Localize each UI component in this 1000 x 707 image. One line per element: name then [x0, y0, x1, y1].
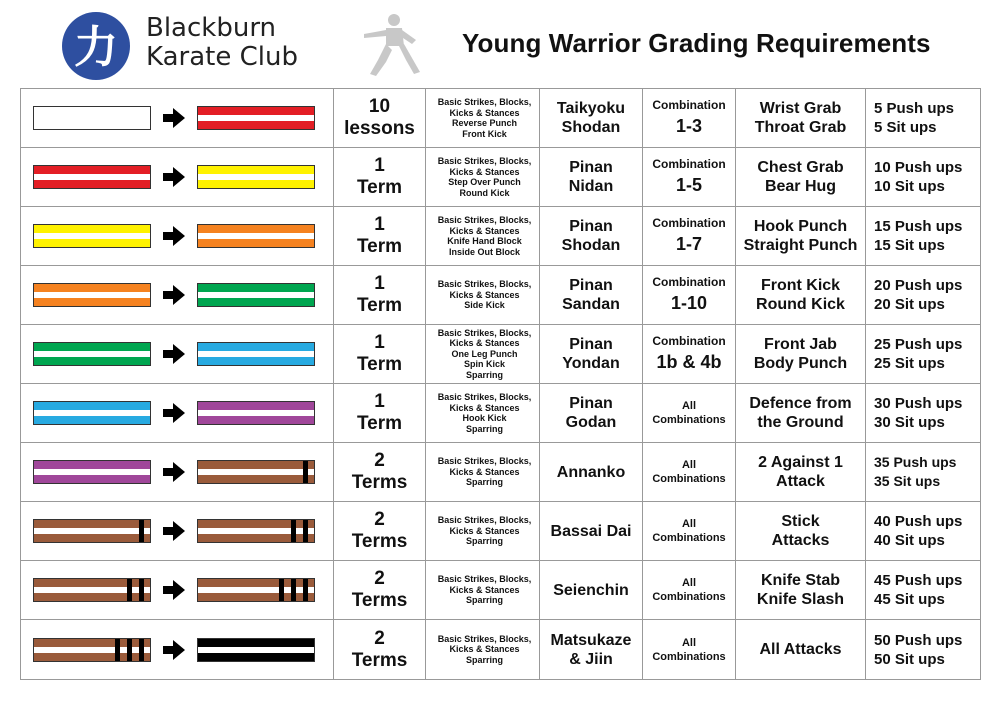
technique-item: Kicks & Stances — [449, 338, 520, 349]
self-defence-cell — [736, 443, 866, 502]
techniques-cell — [426, 620, 540, 680]
combination-cell — [643, 325, 736, 384]
combination-label: All — [681, 577, 697, 589]
self-defence-line: 2 Against 1 — [758, 454, 843, 471]
kata-line: Pinan — [569, 277, 613, 294]
exercise-line: 30 Sit ups — [874, 414, 945, 431]
combination-cell — [643, 89, 736, 148]
current-belt — [33, 460, 151, 484]
self-defence-line: Knife Slash — [756, 591, 845, 608]
combination-cell — [643, 207, 736, 266]
combination-value: Combinations — [652, 473, 726, 485]
arrow-right-icon — [151, 106, 197, 130]
combination-label: Combination — [652, 97, 726, 112]
kata-line: Annanko — [556, 463, 626, 481]
belt-progression-cell — [21, 207, 334, 266]
belt-tag — [115, 639, 120, 661]
exercise-line: 20 Push ups — [874, 277, 963, 294]
kata-line: Pinan — [569, 336, 613, 353]
combination-value: 1-7 — [675, 233, 702, 254]
table-row — [21, 620, 981, 680]
self-defence-line: Body Punch — [753, 355, 848, 372]
techniques-cell — [426, 502, 540, 561]
exercise-line: 35 Sit ups — [874, 473, 941, 489]
self-defence-line: Attacks — [771, 532, 830, 549]
exercise-line: 5 Sit ups — [874, 119, 937, 136]
duration-cell — [334, 384, 426, 443]
duration-line: 1 — [374, 332, 385, 353]
exercise-line: 45 Push ups — [874, 572, 963, 589]
exercise-line: 30 Push ups — [874, 395, 963, 412]
current-belt — [33, 638, 151, 662]
kata-cell — [540, 620, 643, 680]
duration-line: Term — [356, 236, 403, 257]
current-belt — [33, 519, 151, 543]
technique-item: Kicks & Stances — [449, 466, 520, 477]
combination-label: Combination — [652, 156, 726, 171]
exercise-cell — [866, 148, 981, 207]
exercise-cell — [866, 561, 981, 620]
exercise-line: 25 Sit ups — [874, 355, 945, 372]
duration-line: Terms — [351, 590, 408, 611]
technique-item: Kicks & Stances — [449, 166, 520, 177]
duration-cell — [334, 502, 426, 561]
exercise-line: 15 Push ups — [874, 218, 963, 235]
combination-value: 1-3 — [675, 115, 702, 136]
technique-item: Kicks & Stances — [449, 402, 520, 413]
arrow-right-icon — [151, 342, 197, 366]
duration-cell — [334, 89, 426, 148]
current-belt — [33, 283, 151, 307]
combination-label: All — [681, 459, 697, 471]
kata-cell — [540, 384, 643, 443]
technique-item: Basic Strikes, Blocks, — [437, 515, 532, 526]
exercise-line: 5 Push ups — [874, 100, 955, 117]
technique-item: One Leg Punch — [451, 348, 518, 359]
table-row — [21, 443, 981, 502]
duration-line: 2 — [374, 627, 385, 649]
duration-line: Term — [356, 177, 403, 198]
duration-cell — [334, 620, 426, 680]
kata-line: Shodan — [561, 119, 621, 136]
self-defence-line: Throat Grab — [754, 119, 847, 136]
club-name-line1: Blackburn — [146, 13, 277, 43]
kata-line: & Jiin — [569, 650, 613, 668]
self-defence-cell — [736, 620, 866, 680]
svg-text:力: 力 — [74, 22, 118, 73]
techniques-cell — [426, 325, 540, 384]
table-row — [21, 207, 981, 266]
technique-item: Kicks & Stances — [449, 525, 520, 536]
belt-tag — [139, 639, 144, 661]
exercise-cell — [866, 384, 981, 443]
karate-figure-icon — [356, 10, 428, 82]
combination-cell — [643, 384, 736, 443]
combination-cell — [643, 148, 736, 207]
self-defence-line: Defence from — [749, 395, 852, 412]
self-defence-line: All Attacks — [759, 641, 842, 658]
duration-cell — [334, 266, 426, 325]
table-row — [21, 266, 981, 325]
current-belt — [33, 165, 151, 189]
table-row — [21, 502, 981, 561]
self-defence-line: Front Kick — [760, 277, 841, 294]
exercise-line: 40 Push ups — [874, 513, 963, 530]
kata-cell — [540, 561, 643, 620]
techniques-cell — [426, 207, 540, 266]
grading-table — [20, 88, 981, 680]
current-belt — [33, 342, 151, 366]
self-defence-line: Round Kick — [756, 296, 845, 313]
self-defence-cell — [736, 266, 866, 325]
table-row — [21, 148, 981, 207]
next-belt — [197, 165, 315, 189]
technique-item: Kicks & Stances — [449, 644, 520, 655]
exercise-line: 20 Sit ups — [874, 296, 945, 313]
techniques-cell — [426, 148, 540, 207]
belt-progression-cell — [21, 620, 334, 680]
combination-label: Combination — [652, 215, 726, 230]
techniques-cell — [426, 266, 540, 325]
kata-line: Bassai Dai — [550, 522, 632, 540]
arrow-right-icon — [151, 165, 197, 189]
belt-tag — [303, 461, 308, 483]
duration-line: Terms — [351, 531, 408, 552]
combination-cell — [643, 266, 736, 325]
self-defence-line: Chest Grab — [757, 159, 844, 176]
self-defence-cell — [736, 207, 866, 266]
technique-item: Basic Strikes, Blocks, — [437, 215, 532, 225]
duration-line: Term — [356, 295, 403, 316]
next-belt — [197, 638, 315, 662]
belt-progression-cell — [21, 384, 334, 443]
exercise-line: 10 Push ups — [874, 159, 963, 176]
belt-progression-cell — [21, 89, 334, 148]
technique-item: Front Kick — [462, 128, 507, 139]
kata-cell — [540, 325, 643, 384]
exercise-cell — [866, 89, 981, 148]
technique-item: Reverse Punch — [451, 118, 518, 128]
belt-tag — [139, 520, 144, 542]
current-belt — [33, 401, 151, 425]
kata-line: Shodan — [561, 237, 621, 254]
self-defence-line: Front Jab — [764, 336, 837, 353]
arrow-right-icon — [151, 638, 197, 662]
arrow-right-icon — [151, 578, 197, 602]
next-belt — [197, 578, 315, 602]
kata-line: Nidan — [568, 178, 614, 195]
duration-cell — [334, 561, 426, 620]
combination-value: Combinations — [652, 591, 726, 603]
belt-tag — [291, 520, 296, 542]
belt-tag — [127, 639, 132, 661]
kata-line: Pinan — [569, 218, 613, 235]
kata-line: Taikyoku — [556, 100, 626, 117]
self-defence-line: Bear Hug — [764, 178, 837, 195]
self-defence-cell — [736, 384, 866, 443]
exercise-cell — [866, 266, 981, 325]
technique-item: Spin Kick — [463, 359, 505, 370]
belt-tag — [139, 579, 144, 601]
combination-value: Combinations — [652, 532, 726, 544]
exercise-cell — [866, 502, 981, 561]
technique-item: Sparring — [465, 369, 503, 380]
technique-item: Kicks & Stances — [449, 584, 520, 595]
club-name — [146, 14, 298, 72]
belt-tag — [279, 579, 284, 601]
self-defence-cell — [736, 561, 866, 620]
current-belt — [33, 578, 151, 602]
self-defence-line: Hook Punch — [753, 218, 848, 235]
technique-item: Basic Strikes, Blocks, — [437, 97, 532, 107]
next-belt — [197, 342, 315, 366]
techniques-cell — [426, 443, 540, 502]
next-belt — [197, 519, 315, 543]
arrow-right-icon — [151, 401, 197, 425]
exercise-line: 35 Push ups — [874, 454, 957, 470]
kata-cell — [540, 443, 643, 502]
combination-value: Combinations — [652, 650, 726, 663]
technique-item: Basic Strikes, Blocks, — [437, 156, 532, 166]
belt-tag — [303, 579, 308, 601]
duration-line: 1 — [374, 155, 385, 176]
technique-item: Basic Strikes, Blocks, — [437, 392, 532, 402]
table-row — [21, 325, 981, 384]
technique-item: Step Over Punch — [448, 177, 521, 187]
duration-line: 1 — [374, 214, 385, 235]
kata-line: Yondan — [562, 355, 620, 372]
combination-label: Combination — [652, 333, 726, 348]
duration-line: 10 — [368, 96, 391, 117]
kata-cell — [540, 502, 643, 561]
exercise-cell — [866, 443, 981, 502]
arrow-right-icon — [151, 283, 197, 307]
combination-label: All — [681, 400, 697, 412]
kata-line: Pinan — [569, 395, 613, 412]
combination-value: Combinations — [652, 414, 726, 426]
techniques-cell — [426, 384, 540, 443]
kata-line: Matsukaze — [550, 631, 632, 649]
technique-item: Kicks & Stances — [449, 107, 520, 118]
exercise-line: 50 Push ups — [874, 631, 963, 649]
belt-progression-cell — [21, 266, 334, 325]
technique-item: Inside Out Block — [448, 246, 520, 257]
exercise-cell — [866, 325, 981, 384]
self-defence-line: Stick — [781, 513, 820, 530]
technique-item: Knife Hand Block — [447, 236, 522, 246]
technique-item: Kicks & Stances — [449, 289, 520, 300]
technique-item: Basic Strikes, Blocks, — [437, 456, 532, 467]
kata-line: Seienchin — [553, 581, 629, 599]
exercise-cell — [866, 620, 981, 680]
duration-line: Terms — [351, 649, 408, 671]
duration-line: 2 — [374, 450, 385, 471]
next-belt — [197, 460, 315, 484]
belt-progression-cell — [21, 502, 334, 561]
kata-line: Godan — [565, 414, 617, 431]
combination-cell — [643, 561, 736, 620]
kata-cell — [540, 207, 643, 266]
self-defence-line: Wrist Grab — [759, 100, 842, 117]
technique-item: Kicks & Stances — [449, 225, 520, 236]
technique-item: Sparring — [465, 595, 503, 606]
page-title: Young Warrior Grading Requirements — [462, 28, 931, 58]
duration-line: Terms — [351, 472, 408, 493]
self-defence-line: the Ground — [757, 414, 844, 431]
table-row — [21, 384, 981, 443]
combination-cell — [643, 502, 736, 561]
technique-item: Hook Kick — [462, 413, 507, 423]
kata-line: Sandan — [562, 296, 620, 313]
exercise-line: 45 Sit ups — [874, 591, 945, 608]
table-row — [21, 89, 981, 148]
exercise-line: 25 Push ups — [874, 336, 963, 353]
self-defence-line: Attack — [776, 473, 825, 490]
belt-progression-cell — [21, 443, 334, 502]
combination-value: 1-10 — [670, 292, 708, 313]
self-defence-cell — [736, 325, 866, 384]
duration-line: 2 — [374, 568, 385, 589]
current-belt — [33, 106, 151, 130]
combination-value: 1b & 4b — [656, 351, 722, 372]
technique-item: Sparring — [465, 536, 503, 547]
technique-item: Side Kick — [464, 300, 505, 311]
technique-item: Basic Strikes, Blocks, — [437, 327, 532, 338]
self-defence-cell — [736, 502, 866, 561]
belt-tag — [291, 579, 296, 601]
self-defence-cell — [736, 148, 866, 207]
exercise-line: 15 Sit ups — [874, 237, 945, 254]
duration-cell — [334, 325, 426, 384]
table-row — [21, 561, 981, 620]
duration-cell — [334, 443, 426, 502]
exercise-line: 10 Sit ups — [874, 178, 945, 195]
duration-line: 1 — [374, 273, 385, 294]
kata-cell — [540, 148, 643, 207]
combination-label: Combination — [652, 274, 726, 289]
kata-cell — [540, 89, 643, 148]
belt-progression-cell — [21, 561, 334, 620]
arrow-right-icon — [151, 519, 197, 543]
duration-line: Term — [356, 413, 403, 434]
technique-item: Sparring — [465, 423, 503, 434]
duration-line: lessons — [344, 118, 415, 139]
self-defence-cell — [736, 89, 866, 148]
technique-item: Basic Strikes, Blocks, — [437, 279, 532, 290]
belt-tag — [303, 520, 308, 542]
current-belt — [33, 224, 151, 248]
duration-cell — [334, 207, 426, 266]
next-belt — [197, 401, 315, 425]
duration-line: 1 — [374, 391, 385, 412]
combination-label: All — [681, 518, 697, 530]
techniques-cell — [426, 561, 540, 620]
next-belt — [197, 224, 315, 248]
exercise-cell — [866, 207, 981, 266]
self-defence-line: Straight Punch — [743, 237, 858, 254]
arrow-right-icon — [151, 460, 197, 484]
combination-cell — [643, 620, 736, 680]
belt-progression-cell — [21, 325, 334, 384]
duration-line: Term — [356, 354, 403, 375]
belt-tag — [127, 579, 132, 601]
techniques-cell — [426, 89, 540, 148]
belt-progression-cell — [21, 148, 334, 207]
exercise-line: 50 Sit ups — [874, 650, 945, 668]
technique-item: Basic Strikes, Blocks, — [437, 574, 532, 585]
combination-value: 1-5 — [675, 174, 702, 195]
technique-item: Basic Strikes, Blocks, — [437, 633, 532, 644]
duration-cell — [334, 148, 426, 207]
combination-label: All — [681, 636, 697, 649]
club-name-line2: Karate Club — [146, 42, 298, 72]
self-defence-line: Knife Stab — [760, 572, 841, 589]
next-belt — [197, 106, 315, 130]
kata-cell — [540, 266, 643, 325]
combination-cell — [643, 443, 736, 502]
arrow-right-icon — [151, 224, 197, 248]
kanji-chikara-icon — [62, 12, 130, 80]
duration-line: 2 — [374, 509, 385, 530]
technique-item: Round Kick — [459, 187, 510, 198]
technique-item: Sparring — [465, 477, 503, 488]
technique-item: Sparring — [465, 654, 503, 665]
exercise-line: 40 Sit ups — [874, 532, 945, 549]
next-belt — [197, 283, 315, 307]
kata-line: Pinan — [569, 159, 613, 176]
club-logo — [62, 12, 130, 80]
